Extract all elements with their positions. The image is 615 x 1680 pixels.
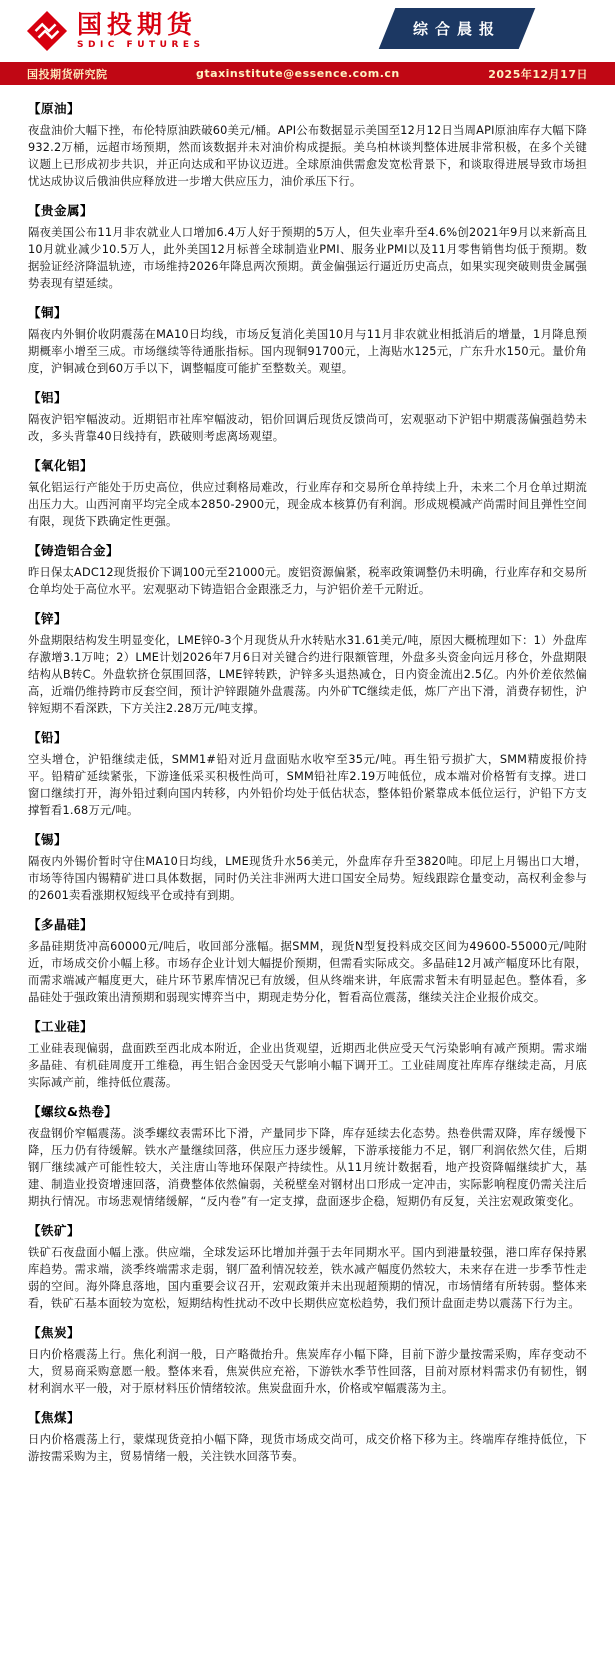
section-body: 隔夜美国公布11月非农就业人口增加6.4万人好于预期的5万人，但失业率升至4.6%创2021年9月以来新高且10月就业减少10.5万人，此外美国12月标普全球制造业PMI、服务业PMI以及11月零售销售均低于预期。数据验证经济降温轨迹，市场维持2026年降息两次预期。黄金偏强运行逼近历史高点，如果实现突破则贵金属强势表现有望延续。 — [28, 226, 587, 290]
section-body: 外盘期限结构发生明显变化，LME锌0-3个月现货从升水转贴水31.61美元/吨，原因大概梳理如下：1）外盘库存激增3.1万吨；2）LME计划2026年7月6日对关键合约进行限额管理，外盘多头资金向远月移仓，外盘期限结构从B转C。外盘软挤仓氛围回落，LME锌转跌，沪锌多头退热减仓，日内资金流出2.5亿。内外价差依然偏高，近端仍维持跨市反套空间，预计沪锌跟随外盘震荡。内外矿TC继续走低，炼厂产出下滑，消费存韧性，沪锌短期不看深跌，下方关注2.28万元/吨支撑。 — [28, 634, 587, 715]
brand-logo-icon — [26, 10, 68, 52]
section-title: 【螺纹&热卷】 — [28, 1104, 118, 1119]
report-section — [28, 1018, 587, 1091]
section-title: 【铅】 — [28, 730, 68, 745]
section-title: 【多晶硅】 — [28, 917, 94, 932]
institute-name: 国投期货研究院 — [27, 67, 108, 81]
brand-text — [77, 12, 205, 50]
section-body: 日内价格震荡上行。焦化利润一般，日产略微抬升。焦炭库存小幅下降，目前下游少量按需采购，库存变动不大，贸易商采购意愿一般。整体来看，焦炭供应充裕，下游铁水季节性回落，目前对原材料需求仍有韧性，钢材利润水平一般，对于原材料压价情绪较浓。焦炭盘面升水，价格或窄幅震荡为主。 — [28, 1348, 587, 1395]
report-header — [0, 0, 615, 62]
section-title: 【铁矿】 — [28, 1223, 81, 1238]
report-section — [28, 542, 587, 598]
report-section — [28, 610, 587, 717]
section-title: 【贵金属】 — [28, 203, 94, 218]
section-body: 日内价格震荡上行，蒙煤现货竞拍小幅下降，现货市场成交尚可，成交价格下移为主。终端库存维持低位，下游按需采购为主，贸易情绪一般，关注铁水回落节奏。 — [28, 1433, 587, 1463]
section-title: 【原油】 — [28, 101, 81, 116]
section-title: 【氧化铝】 — [28, 458, 94, 473]
section-body: 多晶硅期货冲高60000元/吨后，收回部分涨幅。据SMM，现货N型复投料成交区间为49600-55000元/吨附近，市场成交价小幅上移。市场存企业计划大幅提价预期，但需看实际成交。多晶硅12月减产幅度环比有限，而需求端减产幅度更大，硅片环节累库情况已有放缓，但从终端来讲，年底需求暂未有明显起色。整体看，多晶硅处于强政策出清预期和弱现实博弈当中，期现走势分化，暂看高位震荡，继续关注企业报价成交。 — [28, 940, 587, 1004]
section-title: 【锌】 — [28, 611, 68, 626]
section-title: 【焦炭】 — [28, 1325, 81, 1340]
section-body: 工业硅表现偏弱，盘面跌至西北成本附近，企业出货观望，近期西北供应受天气污染影响有减产预期。需求端多晶硅、有机硅周度开工维稳，再生铝合金因受天气影响小幅下调开工。工业硅周度社库库存继续走高，月底实际减产前，维持低位震荡。 — [28, 1042, 587, 1089]
section-title: 【铜】 — [28, 305, 68, 320]
section-title: 【工业硅】 — [28, 1019, 94, 1034]
report-section — [28, 202, 587, 292]
report-section — [28, 100, 587, 190]
report-body — [0, 85, 615, 1465]
report-section — [28, 1324, 587, 1397]
section-body: 夜盘油价大幅下挫，布伦特原油跌破60美元/桶。API公布数据显示美国至12月12日当周API原油库存大幅下降932.2万桶，远超市场预期，然而该数据并未对油价构成提振。美乌柏林谈判整体进展非常积极，在多个关键议题上已形成初步共识，并正向达成和平协议迈进。全球原油供需愈发宽松背景下，和谈取得进展导致市场担忧达成协议后俄油供应释放进一步增大供应压力，油价承压下行。 — [28, 124, 587, 188]
section-body: 隔夜内外锡价暂时守住MA10日均线，LME现货升水56美元，外盘库存升至3820吨。印尼上月锡出口大增，市场等待国内锡精矿进口具体数据，同时仍关注非洲两大进口国安全局势。短线跟踪仓量变动，高权利金参与的2601卖看涨期权短线平仓或持有到期。 — [28, 855, 587, 902]
contact-email: gtaxinstitute@essence.com.cn — [196, 67, 400, 80]
report-section — [28, 916, 587, 1006]
report-section — [28, 729, 587, 819]
section-title: 【焦煤】 — [28, 1410, 81, 1425]
info-bar — [0, 62, 615, 85]
section-title: 【锡】 — [28, 832, 68, 847]
section-body: 夜盘钢价窄幅震荡。淡季螺纹表需环比下滑，产量同步下降，库存延续去化态势。热卷供需双降，库存缓慢下降，压力仍有待缓解。铁水产量继续回落，供应压力逐步缓解，下游承接能力不足，钢厂利润依然欠佳，后期钢厂继续减产可能性较大，关注唐山等地环保限产持续性。从11月统计数据看，地产投资降幅继续扩大，基建、制造业投资增速回落，消费整体依然偏弱，关税壁垒对钢材出口形成一定冲击，实际影响程度仍需关注后期执行情况。市场悲观情绪缓解，“反内卷”有一定支撑，盘面逐步企稳，短期仍有反复，关注宏观政策变化。 — [28, 1127, 587, 1208]
report-title-banner — [387, 8, 527, 49]
section-body: 空头增仓，沪铅继续走低，SMM1#铅对近月盘面贴水收窄至35元/吨。再生铅亏损扩大，SMM精废报价持平。铅精矿延续紧张，下游逢低采买积极性尚可，SMM铅社库2.19万吨低位，成本端对价格暂有支撑。进口窗口继续打开，海外铅过剩向国内转移，内外铅价均处于低估状态，整体铅价紧靠成本低位运行，沪铅下方支撑暂看1.68万元/吨。 — [28, 753, 587, 817]
report-section — [28, 389, 587, 445]
report-title-banner-shape — [379, 8, 536, 49]
section-title: 【铸造铝合金】 — [28, 543, 120, 558]
brand-name-en: SDIC FUTURES — [77, 40, 205, 50]
report-section — [28, 457, 587, 530]
report-section — [28, 1222, 587, 1312]
brand-name-cn: 国投期货 — [77, 10, 198, 39]
section-body: 隔夜内外铜价收阴震荡在MA10日均线，市场反复消化美国10月与11月非农就业相抵消后的增量，1月降息预期概率小增至三成。市场继续等待通胀指标。国内现铜91700元，上海贴水125元，广东升水150元。量价角度，沪铜减仓到60万手以下，调整幅度可能扩至整数关。观望。 — [28, 328, 587, 375]
report-section — [28, 1409, 587, 1465]
brand — [26, 10, 205, 52]
section-body: 氧化铝运行产能处于历史高位，供应过剩格局难改，行业库存和交易所仓单持续上升，未来二个月仓单过期流出压力大。山西河南平均完全成本2850-2900元，现金成本核算仍有利润。形成规模减产尚需时间且弹性空间有限，现货下跌确定性更强。 — [28, 481, 587, 528]
section-title: 【铝】 — [28, 390, 68, 405]
report-section — [28, 1103, 587, 1210]
report-date: 2025年12月17日 — [488, 67, 588, 81]
report-section — [28, 304, 587, 377]
report-section — [28, 831, 587, 904]
report-title: 综合晨报 — [412, 19, 501, 38]
section-body: 昨日保太ADC12现货报价下调100元至21000元。废铝资源偏紧，税率政策调整仍未明确，行业库存和交易所仓单均处于高位水平。宏观驱动下铸造铝合金跟涨乏力，与沪铝价差千元附近。 — [28, 566, 587, 596]
section-body: 铁矿石夜盘面小幅上涨。供应端，全球发运环比增加并强于去年同期水平。国内到港量较强，港口库存保持累库趋势。需求端，淡季终端需求走弱，钢厂盈利情况较差，铁水减产幅度仍然较大，未来存在进一步季节性走弱的空间。海外降息落地，国内重要会议召开，宏观政策并未出现超预期的情况，市场情绪有所转弱。整体来看，铁矿石基本面较为宽松，短期结构性扰动不改中长期供应宽松趋势，我们预计盘面走势以震荡下行为主。 — [28, 1246, 587, 1310]
section-body: 隔夜沪铝窄幅波动。近期铝市社库窄幅波动，铝价回调后现货反馈尚可，宏观驱动下沪铝中期震荡偏强趋势未改，多头背靠40日线持有，跌破则考虑离场观望。 — [28, 413, 587, 443]
